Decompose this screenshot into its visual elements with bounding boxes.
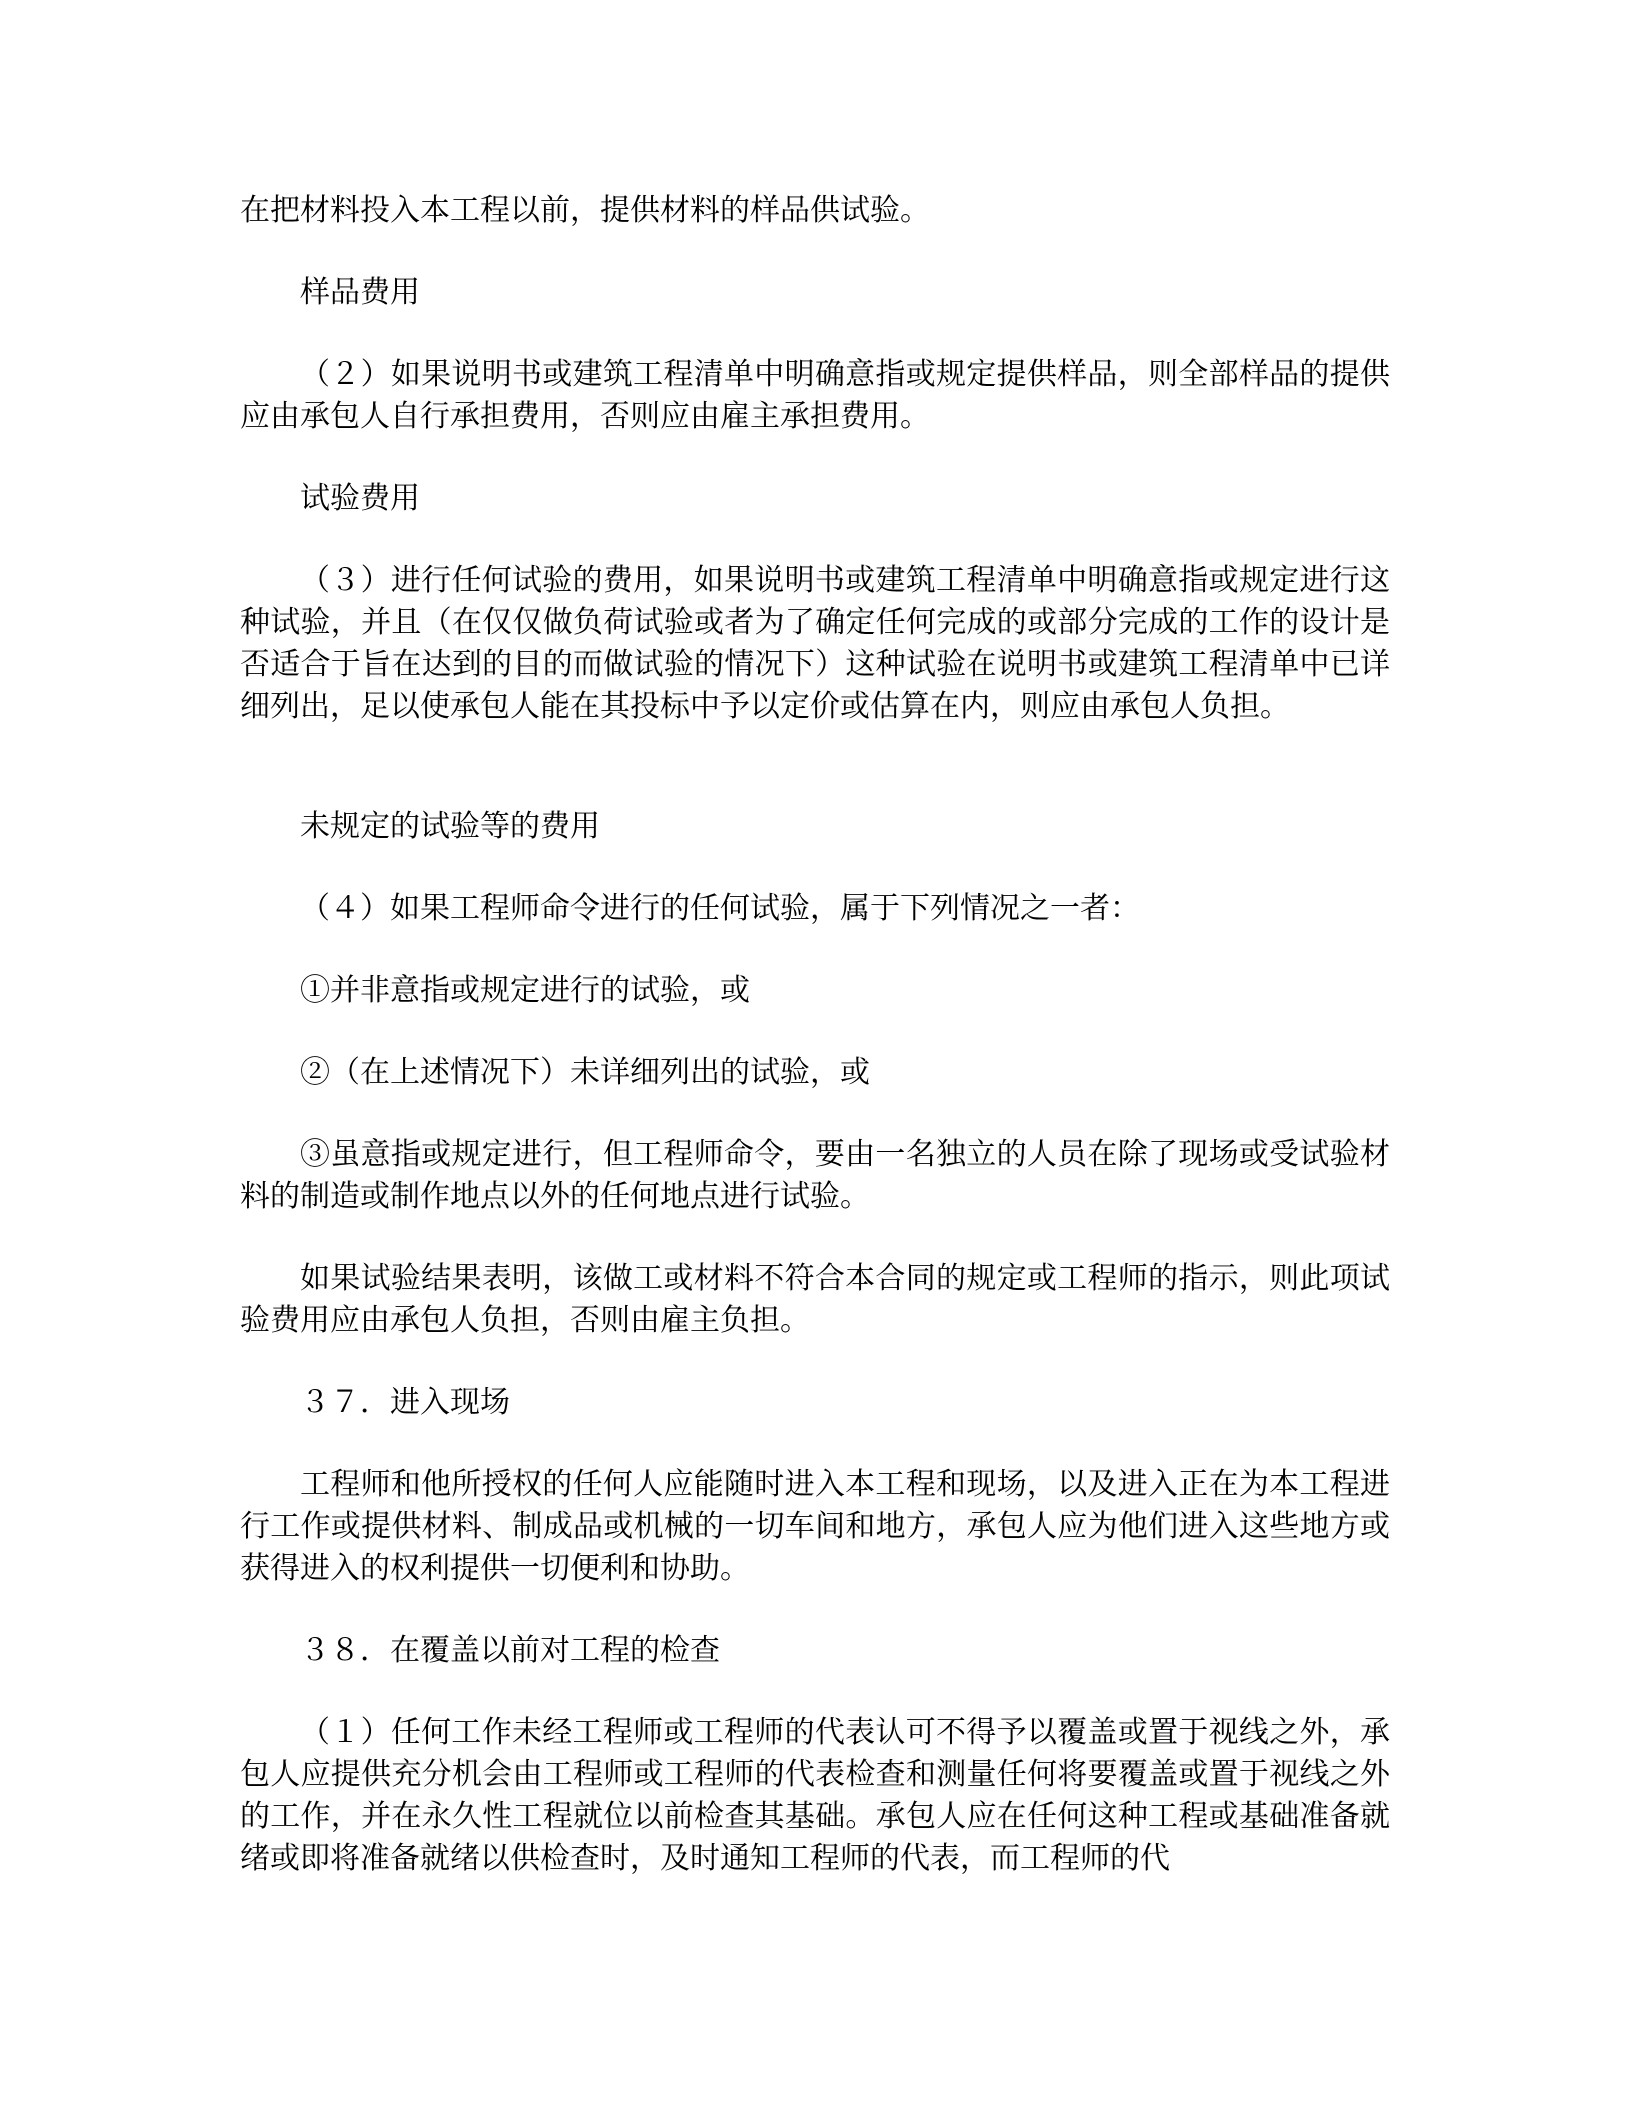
heading-unspecified-test-cost: 未规定的试验等的费用 [300,809,600,844]
section-heading-37: ３７．进入现场 [300,1385,510,1420]
paragraph-5: 如果试验结果表明，该做工或材料不符合本合同的规定或工程师的指示，则此项试验费用应由承包人负担，否则由雇主负担。 [240,1261,1390,1338]
section-heading-38: ３８．在覆盖以前对工程的检查 [300,1633,720,1668]
paragraph-6: 工程师和他所授权的任何人应能随时进入本工程和现场，以及进入正在为本工程进行工作或提供材料、制成品或机械的一切车间和地方，承包人应为他们进入这些地方或获得进入的权利提供一切便利和协助。 [240,1467,1390,1586]
list-item-2: ②（在上述情况下）未详细列出的试验，或 [300,1055,870,1090]
heading-test-cost: 试验费用 [300,481,420,516]
paragraph-2: （２）如果说明书或建筑工程清单中明确意指或规定提供样品，则全部样品的提供应由承包人自行承担费用，否则应由雇主承担费用。 [240,357,1390,434]
paragraph-7: （１）任何工作未经工程师或工程师的代表认可不得予以覆盖或置于视线之外，承包人应提供充分机会由工程师或工程师的代表检查和测量任何将要覆盖或置于视线之外的工作，并在永久性工程就位以前检查其基础。承包人应在任何这种工程或基础准备就绪或即将准备就绪以供检查时，及时通知工程师的代表，而工程师的代 [240,1715,1390,1876]
paragraph-1: 在把材料投入本工程以前，提供材料的样品供试验。 [240,193,930,228]
paragraph-4: （４）如果工程师命令进行的任何试验，属于下列情况之一者： [300,891,1140,926]
heading-sample-cost: 样品费用 [300,275,420,310]
list-item-1: ①并非意指或规定进行的试验，或 [300,973,750,1008]
paragraph-3: （３）进行任何试验的费用，如果说明书或建筑工程清单中明确意指或规定进行这种试验，并且（在仅仅做负荷试验或者为了确定任何完成的或部分完成的工作的设计是否适合于旨在达到的目的而做试验的情况下）这种试验在说明书或建筑工程清单中已详细列出，足以使承包人能在其投标中予以定价或估算在内，则应由承包人负担。 [240,563,1390,724]
list-item-3: ③虽意指或规定进行，但工程师命令，要由一名独立的人员在除了现场或受试验材料的制造或制作地点以外的任何地点进行试验。 [240,1137,1390,1214]
